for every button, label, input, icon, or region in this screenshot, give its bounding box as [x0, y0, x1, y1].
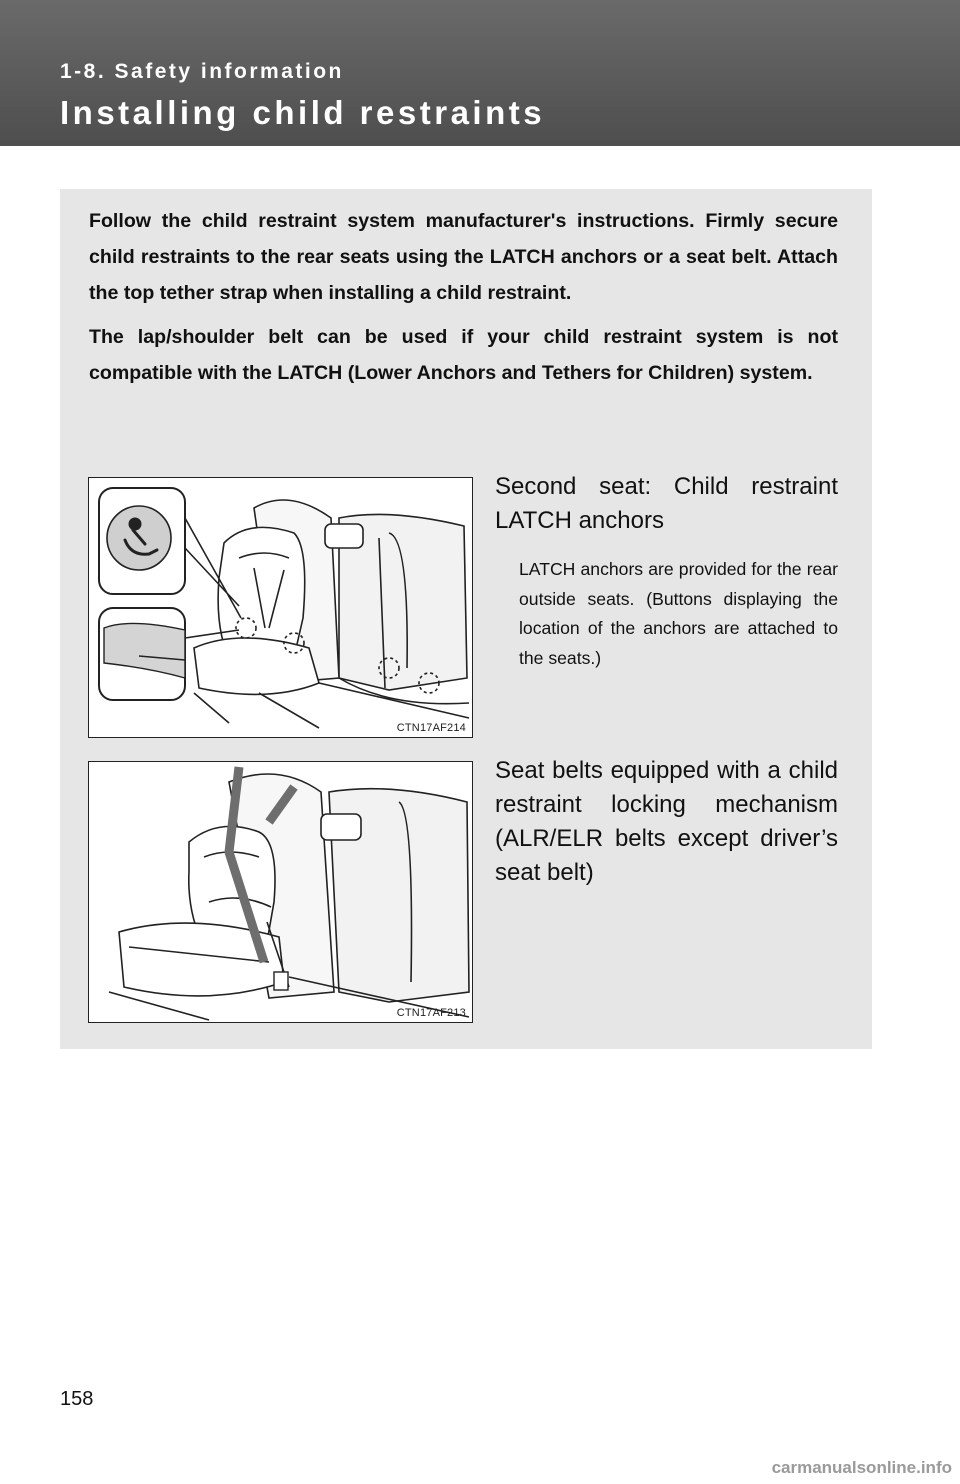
- intro-text: [89, 203, 838, 399]
- figure-code: CTN17AF214: [396, 722, 466, 734]
- latch-anchors-figure: [88, 477, 473, 738]
- latch-anchors-note: LATCH anchors are provided for the rear outside seats. (Buttons displaying the location of the anchors are attached to the seats.): [519, 559, 838, 668]
- intro-paragraph-2: The lap/shoulder belt can be used if your child restraint system is not compatible with the LATCH (Lower Anchors and Tethers for Children) system.: [89, 326, 838, 384]
- seat-belt-illustration: [89, 762, 472, 1022]
- latch-anchors-heading: Second seat: Child restraint LATCH anchors: [495, 473, 838, 534]
- watermark: carmanualsonline.info: [771, 1458, 952, 1477]
- section-label: 1-8. Safety information: [60, 60, 344, 83]
- seat-belt-figure: [88, 761, 473, 1023]
- latch-anchors-illustration: [89, 478, 472, 737]
- page-title: Installing child restraints: [60, 94, 546, 131]
- intro-paragraph-1: Follow the child restraint system manufacturer's instructions. Firmly secure child restraints to the rear seats using the LATCH anchors or a seat belt. Attach the top tether strap when installing a child restraint.: [89, 210, 838, 304]
- seat-belts-heading: Seat belts equipped with a child restraint locking mechanism (ALR/ELR belts except driver’s seat belt): [495, 757, 838, 886]
- page-number: 158: [60, 1388, 94, 1410]
- figure-code: CTN17AF213: [396, 1007, 466, 1019]
- page-header: [0, 0, 960, 146]
